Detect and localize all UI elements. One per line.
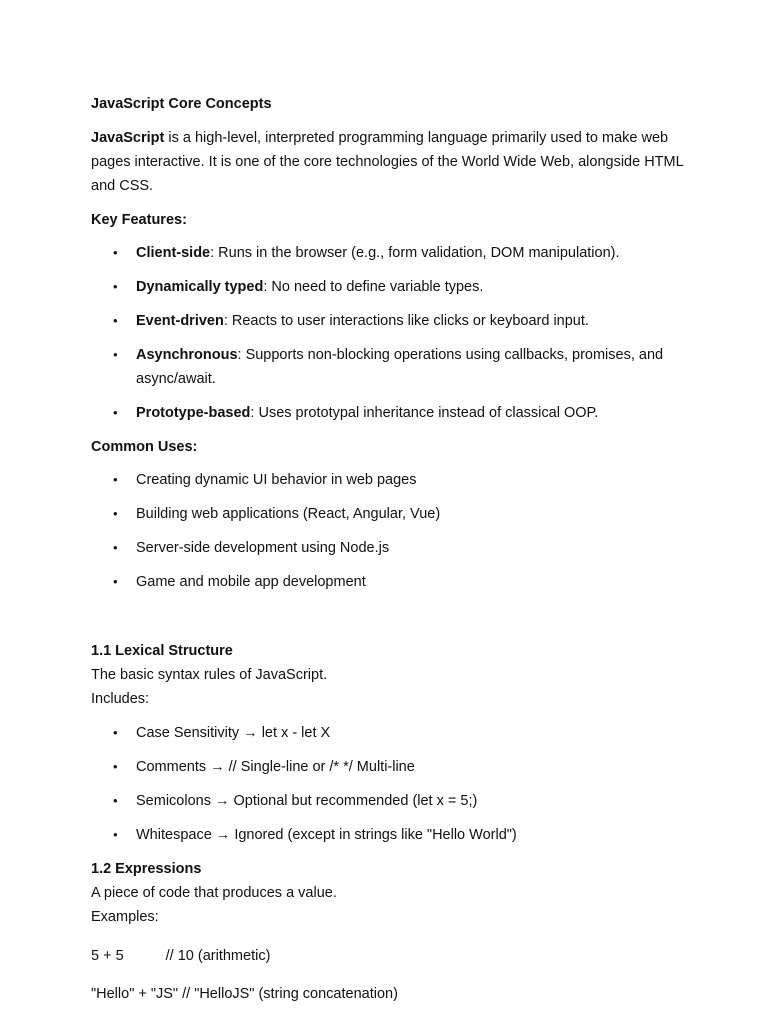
document-title: JavaScript Core Concepts [91, 96, 272, 112]
feature-text: : Uses prototypal inheritance instead of classical OOP. [250, 405, 599, 421]
list-item: • Semicolons → Optional but recommended (let x = 5;) [91, 789, 691, 813]
key-features-heading: Key Features: [91, 212, 187, 228]
common-uses-heading: Common Uses: [91, 439, 198, 455]
feature-text: : Reacts to user interactions like clicks or keyboard input. [223, 313, 589, 329]
expressions-heading: 1.2 Expressions [91, 861, 202, 877]
feature-term: Prototype-based [136, 405, 251, 421]
list-item: • Server-side development using Node.js [91, 536, 691, 560]
list-item: • Building web applications (React, Angular, Vue) [91, 502, 691, 526]
feature-term: Event-driven [136, 313, 224, 329]
intro-term: JavaScript [91, 130, 165, 146]
feature-text: : No need to define variable types. [263, 279, 484, 295]
list-item [91, 275, 691, 299]
common-uses-list [91, 468, 691, 594]
key-features-list [91, 241, 691, 425]
expressions-examples-label: Examples: [91, 909, 159, 925]
lexical-structure-list [91, 721, 691, 847]
example-code: 5 + 5 [91, 947, 124, 964]
section-spacer [91, 604, 691, 639]
feature-term: Client-side [136, 245, 211, 261]
feature-text: : Supports non-blocking operations using callbacks, promises, and async/await. [136, 347, 664, 387]
list-item [91, 309, 691, 333]
feature-term: Asynchronous [136, 347, 238, 363]
list-item: • Comments → // Single-line or /* */ Multi-line [91, 755, 691, 779]
example-concatenation: "Hello" + "JS" // "HelloJS" (string concatenation) [91, 986, 398, 1002]
feature-text: : Runs in the browser (e.g., form validation, DOM manipulation). [210, 245, 620, 261]
example-arithmetic [91, 944, 691, 968]
expressions-desc: A piece of code that produces a value. [91, 885, 337, 901]
example-comment: // 10 (arithmetic) [165, 947, 271, 964]
intro-paragraph [91, 126, 691, 198]
lexical-structure-desc: The basic syntax rules of JavaScript. [91, 667, 328, 683]
intro-text: is a high-level, interpreted programming language primarily used to make web pages interactive. It is one of the core technologies of the World Wide Web, alongside HTML and CSS. [91, 130, 684, 194]
list-item: • Whitespace → Ignored (except in strings like "Hello World") [91, 823, 691, 847]
list-item: • Game and mobile app development [91, 570, 691, 594]
lexical-includes-label: Includes: [91, 691, 150, 707]
list-item: • Creating dynamic UI behavior in web pages [91, 468, 691, 492]
feature-term: Dynamically typed [136, 279, 264, 295]
list-item [91, 241, 691, 265]
list-item [91, 343, 691, 391]
document-page [91, 92, 691, 1016]
lexical-structure-heading: 1.1 Lexical Structure [91, 643, 233, 659]
list-item [91, 401, 691, 425]
list-item: • Case Sensitivity → let x - let X [91, 721, 691, 745]
